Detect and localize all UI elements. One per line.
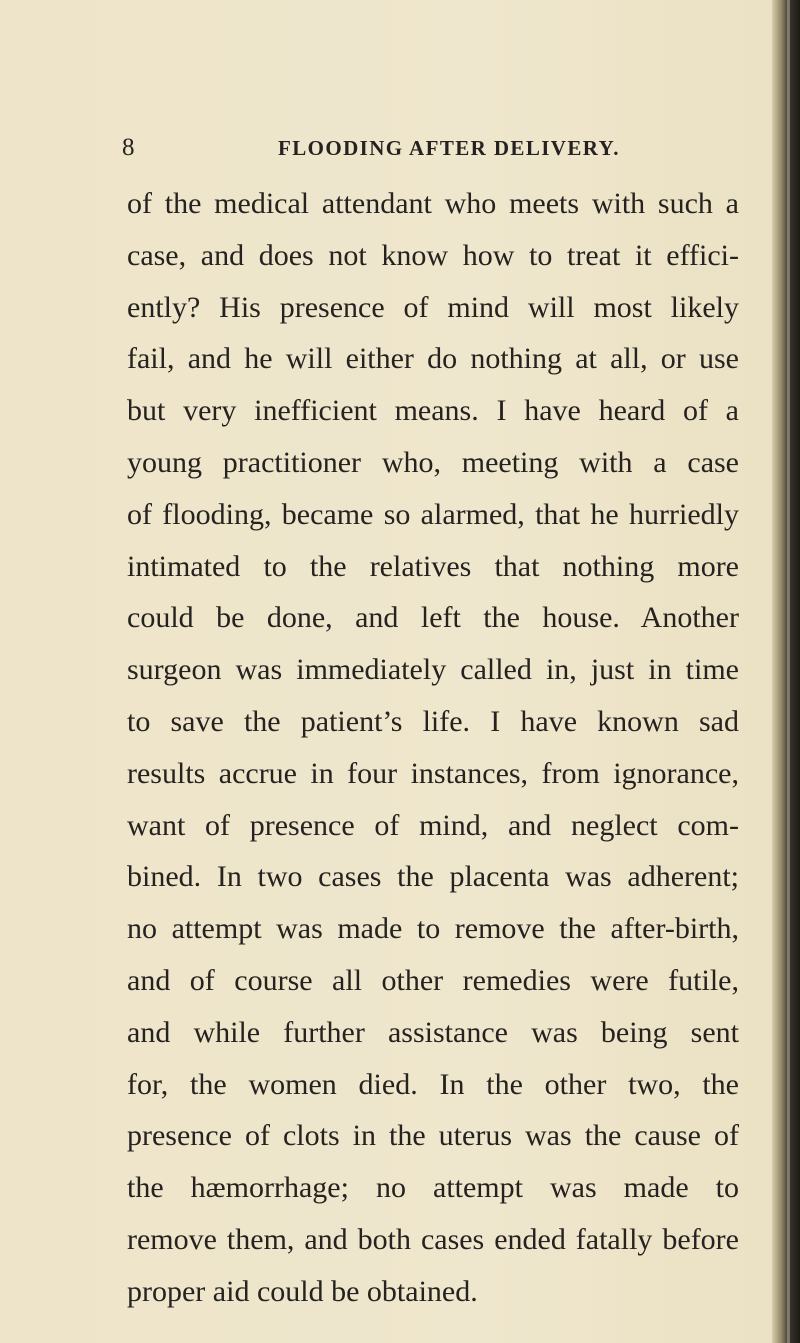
page-number: 8 (122, 134, 135, 161)
text-line: and of course all other remedies were futile, (127, 963, 739, 997)
text-line: intimated to the relatives that nothing more (127, 549, 739, 583)
page-header (122, 131, 722, 165)
text-line: to save the patient’s life. I have known sad (127, 704, 739, 738)
text-line: and while further assistance was being sent (127, 1015, 739, 1049)
text-line: of flooding, became so alarmed, that he hurriedly (127, 497, 739, 531)
text-line: surgeon was immediately called in, just in time (127, 653, 739, 687)
text-line: could be done, and left the house. Another (127, 601, 739, 635)
text-line: want of presence of mind, and neglect com- (127, 808, 739, 842)
text-line: but very inefficient means. I have heard of a (127, 394, 739, 428)
text-line: case, and does not know how to treat it effici- (127, 238, 739, 272)
text-line: bined. In two cases the placenta was adherent; (127, 860, 739, 894)
text-line: ently? His presence of mind will most likely (127, 290, 739, 324)
text-line: the hæmorrhage; no attempt was made to (127, 1171, 739, 1205)
text-line: presence of clots in the uterus was the cause of (127, 1119, 739, 1153)
page-binding-edge (772, 0, 800, 1343)
text-line: fail, and he will either do nothing at all, or use (127, 342, 739, 376)
text-line: of the medical attendant who meets with such a (127, 187, 739, 220)
text-line: results accrue in four instances, from ignorance, (127, 756, 739, 790)
page-binding-highlight (787, 0, 790, 1343)
running-title: FLOODING AFTER DELIVERY. (278, 136, 620, 160)
text-line: proper aid could be obtained. (127, 1274, 478, 1308)
text-line: no attempt was made to remove the after-birth, (127, 912, 739, 946)
text-line: for, the women died. In the other two, the (127, 1067, 739, 1101)
text-line: young practitioner who, meeting with a case (127, 445, 739, 479)
text-line: remove them, and both cases ended fatally before (127, 1222, 739, 1256)
body-text (127, 178, 739, 1318)
